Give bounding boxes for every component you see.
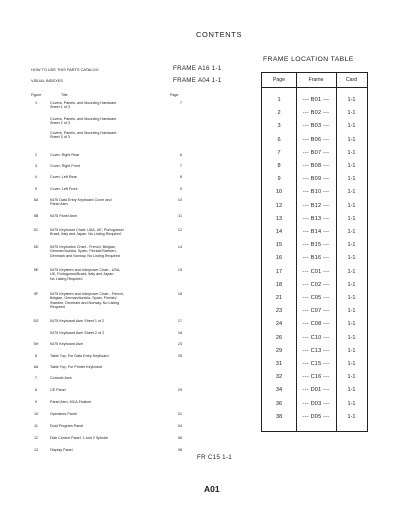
toc-entry (28, 198, 188, 210)
toc-page-number: 36 (177, 436, 182, 440)
table-row (262, 242, 367, 254)
toc-entry-title: 5475 Keystem and Interposer Chart - USA, UK, Portuguese/Brazil, Italy and Japan. No Listing Required (50, 268, 121, 281)
table-cell-card: 1-1 (347, 374, 356, 381)
table-cell-card: 1-1 (347, 202, 356, 209)
toc-page-number: 8 (179, 175, 182, 179)
toc-page-number: 7 (179, 164, 182, 168)
toc-entry (28, 131, 188, 143)
table-cell-card: 1-1 (347, 413, 356, 420)
toc-entry-title: Operators Panel (50, 412, 77, 416)
table-header (262, 73, 367, 88)
table-cell-card: 1-1 (347, 215, 356, 222)
table-row (262, 163, 367, 175)
table-row (262, 387, 367, 399)
toc-entry (28, 400, 188, 412)
table-cell-frame: --- B10 --- (302, 189, 330, 196)
toc-header-figure: Figure (31, 93, 42, 97)
toc-figure-number: 5C (33, 228, 39, 232)
table-row (262, 229, 367, 241)
table-row (262, 189, 367, 201)
toc-figure-number: 9 (34, 400, 38, 404)
toc-page-number: 16 (177, 292, 182, 296)
table-cell-page: 6 (277, 136, 281, 143)
toc-header-title: Title (61, 93, 68, 97)
table-cell-page: 21 (275, 295, 283, 301)
table-cell-page: 31 (275, 361, 283, 367)
table-cell-page: 32 (275, 374, 283, 381)
table-row (262, 150, 367, 162)
table-cell-frame: --- B14 --- (302, 229, 330, 235)
toc-figure-number: 13 (33, 448, 39, 452)
table-cell-card: 1-1 (347, 189, 356, 196)
table-cell-frame: --- B08 --- (302, 163, 330, 169)
table-cell-card: 1-1 (347, 281, 356, 288)
table-cell-page: 8 (277, 163, 281, 169)
toc-entry (28, 319, 188, 331)
table-header-page: Page (272, 77, 286, 83)
toc-figure-number: 5B (33, 214, 39, 218)
table-cell-frame: --- C15 --- (302, 361, 330, 367)
table-row (262, 282, 367, 294)
toc-page-number: 31 (177, 412, 182, 416)
front-matter-visual-index-label: VISUAL INDEXES (31, 78, 63, 83)
table-cell-card: 1-1 (347, 97, 356, 103)
table-row (262, 401, 367, 413)
toc-entry (28, 228, 188, 240)
table-cell-frame: --- B13 --- (302, 215, 330, 222)
table-cell-page: 1 (277, 97, 281, 103)
table-cell-frame: --- C05 --- (302, 295, 330, 301)
table-cell-frame: --- C16 --- (302, 374, 330, 381)
toc-figure-number: 5F (33, 292, 39, 296)
toc-entry (28, 245, 188, 257)
table-row (262, 414, 367, 426)
table-cell-page: 9 (277, 176, 281, 183)
front-matter-visual-index-frame: FRAME A04 1-1 (173, 77, 222, 84)
toc-figure-number: 7 (34, 376, 38, 380)
toc-page-number: 6 (179, 153, 182, 157)
toc-figure-number: 3 (34, 164, 38, 168)
table-cell-frame: --- B07 --- (302, 149, 330, 156)
table-cell-page: 15 (275, 242, 283, 249)
toc-entry-title: 5475 Keyboard Asm Sheet 1 of 2 (50, 319, 105, 323)
table-cell-page: 34 (275, 387, 283, 394)
toc-entry-title: CE Panel (50, 388, 66, 392)
table-header-frame: Frame (308, 77, 324, 83)
table-row (262, 295, 367, 307)
front-matter-usage-frame: FRAME A16 1-1 (173, 65, 222, 72)
table-cell-frame: --- D01 --- (302, 387, 330, 394)
toc-entry-title: Cover, Right Rear (50, 153, 80, 157)
toc-entry (28, 448, 188, 460)
table-cell-card: 1-1 (347, 123, 356, 130)
toc-entry-title: Cover, Left Front (50, 187, 78, 191)
toc-page-number: 25 (177, 354, 182, 358)
toc-entry (28, 292, 188, 310)
table-cell-frame: --- D05 --- (302, 413, 330, 420)
table-row (262, 361, 367, 373)
table-row (262, 176, 367, 188)
toc-page-number: 14 (177, 245, 182, 249)
table-cell-frame: --- B01 --- (302, 97, 330, 103)
table-cell-frame: --- D03 --- (302, 400, 330, 407)
toc-header-page: Page (170, 93, 179, 97)
toc-entry-title: 5475 Keyboard Asm (50, 342, 84, 346)
toc-entry (28, 175, 188, 187)
table-cell-card: 1-1 (347, 361, 356, 367)
toc-entry-title: Covers, Panels, and Mounting Hardware Sheet 3 of 3 (50, 131, 117, 140)
toc-figure-number: 12 (33, 436, 39, 440)
toc-figure-number: 11 (34, 424, 38, 428)
table-cell-card: 1-1 (347, 268, 356, 275)
toc-page-number: 23 (177, 342, 182, 346)
table-cell-card: 1-1 (347, 308, 356, 315)
table-cell-frame: --- B12 --- (302, 202, 330, 209)
table-cell-page: 23 (275, 308, 283, 315)
toc-page-number: 17 (177, 319, 182, 323)
toc-figure-number: 10 (33, 412, 39, 416)
page-title: CONTENTS (196, 30, 243, 39)
table-cell-card: 1-1 (347, 176, 356, 183)
toc-entry-title: Cover, Right Front (50, 164, 80, 168)
frame-location-table (261, 72, 368, 432)
table-cell-page: 29 (275, 347, 283, 354)
toc-entry-title: Panel Asm, MCA Feature (50, 400, 92, 404)
table-cell-card: 1-1 (347, 149, 356, 156)
toc-entry-title: Table Top, For Data Entry Keyboard (50, 354, 109, 358)
table-cell-card: 1-1 (347, 334, 356, 341)
bottom-frame-reference: FR C15 1-1 (197, 454, 232, 461)
toc-figure-number: 2 (34, 153, 38, 157)
table-cell-frame: --- C13 --- (302, 347, 330, 354)
table-cell-card: 1-1 (347, 295, 356, 301)
toc-entry (28, 342, 188, 354)
toc-entry-title: Covers, Panels, and Mounting Hardware Sheet 1 of 3 (50, 101, 117, 110)
table-cell-frame: --- B02 --- (302, 110, 330, 117)
table-row (262, 203, 367, 215)
toc-page-number: 29 (177, 388, 182, 392)
table-row (262, 137, 367, 149)
table-cell-page: 12 (275, 202, 283, 209)
table-cell-page: 17 (275, 268, 283, 275)
table-row (262, 123, 367, 135)
table-row (262, 97, 367, 109)
toc-entry (28, 214, 188, 226)
table-row (262, 269, 367, 281)
toc-entry (28, 436, 188, 448)
table-cell-page: 18 (275, 281, 283, 288)
table-cell-card: 1-1 (347, 229, 356, 235)
table-cell-page: 38 (275, 413, 283, 420)
toc-entry (28, 117, 188, 129)
table-row (262, 255, 367, 267)
toc-page-number: 12 (177, 228, 182, 232)
toc-figure-number: 6 (34, 354, 38, 358)
table-cell-card: 1-1 (347, 136, 356, 143)
table-cell-card: 1-1 (347, 321, 356, 328)
toc-figure-number: 5H (33, 342, 39, 346)
front-matter-usage-label: HOW TO USE THIS PARTS CATALOG (31, 67, 99, 72)
toc-entry-title: 5475 Panel Asm (50, 214, 77, 218)
toc-figure-number: 4 (34, 175, 38, 179)
toc-entry (28, 268, 188, 280)
table-cell-page: 36 (275, 400, 283, 407)
toc-page-number: 38 (177, 448, 182, 452)
table-cell-page: 2 (277, 110, 281, 117)
footer-page-code: A01 (204, 484, 220, 494)
table-cell-frame: --- C10 --- (302, 334, 330, 341)
toc-page-number: 10 (177, 198, 182, 202)
table-cell-page: 3 (277, 123, 281, 130)
table-cell-frame: --- C01 --- (302, 268, 330, 275)
table-cell-frame: --- B06 --- (302, 136, 330, 143)
toc-figure-number: 5D (33, 245, 39, 249)
table-cell-frame: --- B16 --- (302, 255, 330, 262)
toc-page-number: 18 (177, 331, 182, 335)
table-cell-page: 7 (277, 149, 281, 156)
table-row (262, 308, 367, 320)
toc-entry-title: 5475 Keybutton Chart - French, Belgian, German/Austria, Spain, Finnish/Sweden, Denmark and Norway. No Listing Required (50, 245, 120, 258)
toc-figure-number: 5G (33, 319, 39, 323)
toc-entry-title: Display Panel (50, 448, 73, 452)
table-cell-frame: --- C07 --- (302, 308, 330, 315)
table-cell-frame: --- B03 --- (302, 123, 330, 130)
table-cell-page: 13 (275, 215, 283, 222)
table-cell-card: 1-1 (347, 347, 356, 354)
toc-entry (28, 424, 188, 436)
toc-entry-title: 5475 Keyboard Chart: USA, UK, Portuguese/ Brazil, Italy and Japan. No Listing Required (50, 228, 124, 237)
toc-page-number: 9 (179, 187, 182, 191)
toc-entry-title: Console Asm (50, 376, 72, 380)
table-cell-card: 1-1 (347, 255, 356, 262)
toc-figure-number: 6A (33, 365, 39, 369)
table-cell-card: 1-1 (347, 387, 356, 394)
toc-entry-title: Dual Program Panel (50, 424, 84, 428)
table-cell-frame: --- C02 --- (302, 281, 330, 288)
toc-entry (28, 412, 188, 424)
table-row (262, 374, 367, 386)
table-cell-frame: --- C08 --- (302, 321, 330, 328)
toc-entry (28, 376, 188, 388)
toc-entry-title: Table Top, For Printer Keyboard (50, 365, 102, 369)
toc-figure-number: 5 (34, 187, 38, 191)
table-cell-card: 1-1 (347, 400, 356, 407)
toc-entry (28, 388, 188, 400)
table-cell-card: 1-1 (347, 242, 356, 249)
table-header-card: Card (345, 77, 358, 83)
table-cell-page: 10 (275, 189, 283, 196)
table-cell-page: 26 (275, 334, 283, 341)
table-cell-page: 24 (275, 321, 283, 328)
toc-entry-title: 5475 Keyboard Asm Sheet 2 of 2 (50, 331, 105, 335)
toc-page-number: 11 (178, 214, 182, 218)
toc-entry-title: 5475 Keystem and Interposer Chart - French, Belgian, German/Austria, Spain, Finnish/ Sweden, Denmark and Norway. No Listing Required (50, 292, 125, 310)
table-cell-frame: --- B15 --- (302, 242, 330, 249)
toc-figure-number: 8 (34, 388, 38, 392)
toc-entry-title: Disk Control Panel, 1 and 2 Spindle (50, 436, 109, 440)
table-cell-card: 1-1 (347, 163, 356, 169)
toc-figure-number: 5E (33, 268, 39, 272)
toc-entry-title: Covers, Panels, and Mounting Hardware Sheet 2 of 3 (50, 117, 117, 126)
toc-figure-number: 1 (34, 101, 38, 105)
toc-entry-title: 5475 Data Entry Keyboard Cover and Panel Asm (50, 198, 112, 207)
toc-page-number: 15 (177, 268, 182, 272)
table-row (262, 321, 367, 333)
table-row (262, 335, 367, 347)
table-row (262, 348, 367, 360)
toc-entry-title: Cover, Left Rear (50, 175, 77, 179)
table-cell-card: 1-1 (347, 110, 356, 117)
toc-page-number: 7 (179, 101, 182, 105)
table-cell-page: 16 (275, 255, 283, 262)
toc-page-number: 34 (177, 424, 182, 428)
toc-entry (28, 101, 188, 113)
table-row (262, 110, 367, 122)
frame-table-title: FRAME LOCATION TABLE (263, 56, 354, 63)
table-row (262, 216, 367, 228)
toc-figure-number: 5A (33, 198, 39, 202)
table-cell-frame: --- B09 --- (302, 176, 330, 183)
table-cell-page: 14 (275, 229, 283, 235)
